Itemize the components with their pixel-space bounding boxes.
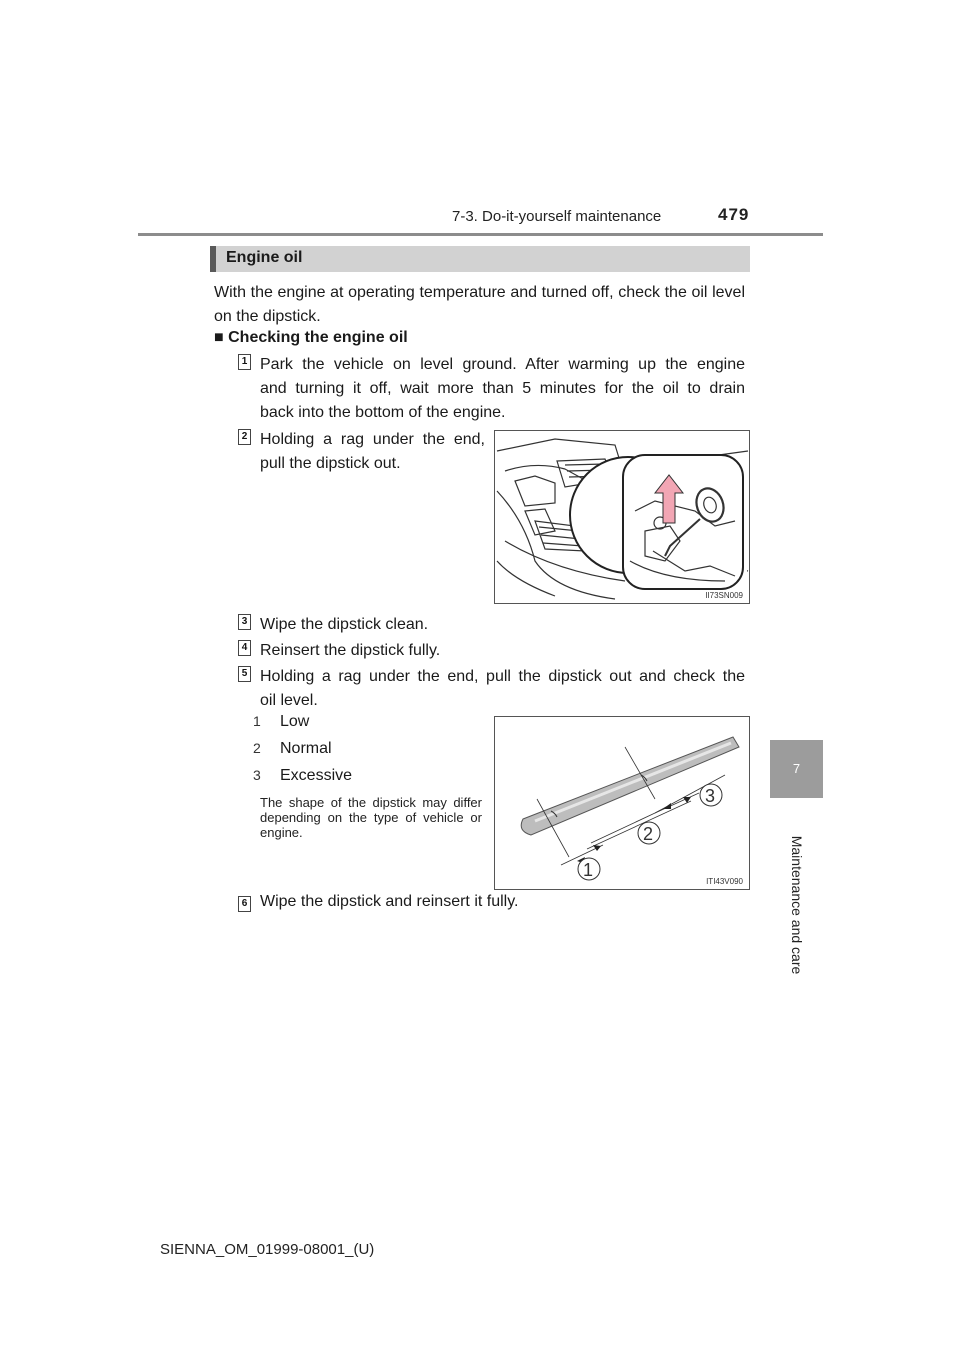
intro-paragraph: With the engine at operating temperature and turned off, check the oil level on the dipstick. [214, 284, 745, 325]
chapter-label-tab [770, 800, 823, 1010]
step-5-line: Holding a rag under the end, pull the dipstick out and check the [260, 668, 745, 685]
section-heading-box [210, 246, 750, 272]
dipstick-level-figure [494, 716, 750, 890]
step-number-1: 1 [238, 354, 251, 370]
level-label-excessive: Excessive [280, 767, 353, 784]
step-number-3: 3 [238, 614, 251, 630]
engine-illustration [495, 431, 749, 603]
step-1-text [260, 353, 745, 425]
dipstick-callout-2: 2 [643, 824, 654, 844]
step-3-text: Wipe the dipstick clean. [260, 616, 429, 633]
subheading-marker-icon: ■ [214, 329, 224, 346]
engine-dipstick-figure [494, 430, 750, 604]
level-marker-2: 2 [253, 740, 261, 756]
step-1-line: back into the bottom of the engine. [260, 404, 506, 421]
step-4-text: Reinsert the dipstick fully. [260, 642, 441, 659]
header-rule [138, 233, 823, 236]
step-number-2: 2 [238, 429, 251, 445]
step-1-line: Park the vehicle on level ground. After warming up the engine [260, 356, 745, 373]
step-6-text: Wipe the dipstick and reinsert it fully. [260, 893, 519, 910]
dipstick-callout-3: 3 [705, 786, 716, 806]
step-5-line: oil level. [260, 692, 318, 709]
subheading [214, 329, 408, 347]
dipstick-callout-1: 1 [583, 860, 594, 880]
dipstick-illustration [495, 717, 749, 889]
step-5-text [260, 665, 745, 713]
level-marker-1: 1 [253, 713, 261, 729]
step-2-text [260, 428, 485, 476]
step-1-line: and turning it off, wait more than 5 minutes for the oil to drain [260, 380, 745, 397]
step-number-5: 5 [238, 666, 251, 682]
level-marker-3: 3 [253, 767, 261, 783]
level-label-normal: Normal [280, 740, 332, 757]
document-id: SIENNA_OM_01999-08001_(U) [160, 1241, 375, 1258]
level-label-low: Low [280, 713, 310, 730]
step-2-line: Holding a rag under the end, [260, 431, 485, 448]
dipstick-shape-note: The shape of the dipstick may differ depending on the type of vehicle or engine. [260, 795, 482, 840]
dipstick-figure-code: ITI43V090 [706, 877, 743, 886]
step-number-6: 6 [238, 896, 251, 912]
page-number: 479 [718, 205, 750, 224]
step-number-4: 4 [238, 640, 251, 656]
section-title: 7-3. Do-it-yourself maintenance [452, 208, 662, 225]
chapter-label: Maintenance and care [788, 835, 805, 975]
step-2-line: pull the dipstick out. [260, 455, 401, 472]
subheading-text: Checking the engine oil [228, 329, 408, 346]
engine-figure-code: II73SN009 [705, 591, 743, 600]
section-heading: Engine oil [226, 249, 303, 266]
chapter-number-tab: 7 [770, 740, 823, 798]
